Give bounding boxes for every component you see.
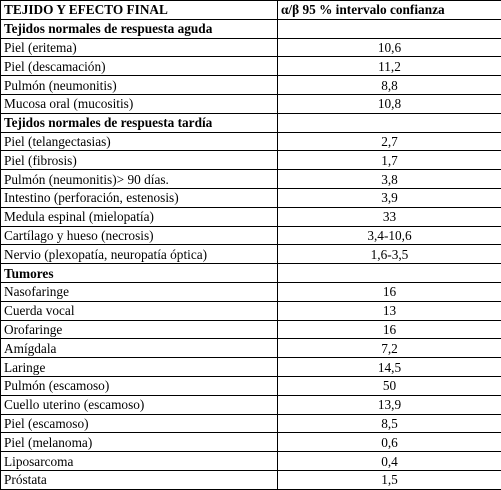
table-row [1, 358, 501, 377]
table-row [1, 132, 501, 151]
alpha-beta-value: 2,7 [278, 132, 501, 151]
alpha-beta-value: 7,2 [278, 339, 501, 358]
section-empty-cell [278, 264, 501, 283]
tissue-label: Próstata [1, 470, 278, 489]
alpha-beta-value: 14,5 [278, 358, 501, 377]
alpha-beta-value: 10,6 [278, 38, 501, 57]
alpha-beta-value: 8,8 [278, 76, 501, 95]
tissue-label: Nervio (plexopatía, neuropatía óptica) [1, 245, 278, 264]
alpha-beta-value: 0,4 [278, 452, 501, 471]
alpha-beta-value: 1,6-3,5 [278, 245, 501, 264]
table-row [1, 207, 501, 226]
alpha-beta-value: 3,4-10,6 [278, 226, 501, 245]
table-row [1, 470, 501, 489]
table-row [1, 94, 501, 113]
section-title: Tejidos normales de respuesta tardía [1, 113, 278, 132]
tissue-label: Pulmón (neumonitis)> 90 días. [1, 170, 278, 189]
table-row [1, 301, 501, 320]
alpha-beta-value: 1,5 [278, 470, 501, 489]
tissue-label: Mucosa oral (mucositis) [1, 94, 278, 113]
table-row [1, 282, 501, 301]
tissue-label: Piel (escamoso) [1, 414, 278, 433]
tissue-label: Nasofaringe [1, 282, 278, 301]
section-title: Tejidos normales de respuesta aguda [1, 19, 278, 38]
section-row [1, 19, 501, 38]
table-row [1, 245, 501, 264]
table-row [1, 188, 501, 207]
tissue-label: Cartílago y hueso (necrosis) [1, 226, 278, 245]
tissue-label: Cuerda vocal [1, 301, 278, 320]
table-row [1, 395, 501, 414]
tissue-label: Piel (eritema) [1, 38, 278, 57]
alpha-beta-value: 10,8 [278, 94, 501, 113]
table-row [1, 320, 501, 339]
table-row [1, 170, 501, 189]
tissue-label: Piel (fibrosis) [1, 151, 278, 170]
tissue-label: Liposarcoma [1, 452, 278, 471]
alpha-beta-value: 33 [278, 207, 501, 226]
table-row [1, 57, 501, 76]
table-row [1, 433, 501, 452]
table-row [1, 452, 501, 471]
section-row [1, 264, 501, 283]
table-row [1, 226, 501, 245]
alpha-beta-value: 50 [278, 376, 501, 395]
alpha-beta-value: 3,9 [278, 188, 501, 207]
header-tissue: TEJIDO Y EFECTO FINAL [1, 1, 278, 20]
table-row [1, 414, 501, 433]
tissue-label: Amígdala [1, 339, 278, 358]
section-title: Tumores [1, 264, 278, 283]
alpha-beta-value: 1,7 [278, 151, 501, 170]
tissue-label: Laringe [1, 358, 278, 377]
tissue-label: Cuello uterino (escamoso) [1, 395, 278, 414]
tissue-label: Orofaringe [1, 320, 278, 339]
tissue-label: Pulmón (neumonitis) [1, 76, 278, 95]
tissue-label: Pulmón (escamoso) [1, 376, 278, 395]
alpha-beta-value: 0,6 [278, 433, 501, 452]
tissue-label: Piel (telangectasias) [1, 132, 278, 151]
section-row [1, 113, 501, 132]
alpha-beta-value: 16 [278, 320, 501, 339]
tissue-label: Piel (descamación) [1, 57, 278, 76]
tissue-label: Medula espinal (mielopatía) [1, 207, 278, 226]
tissue-label: Piel (melanoma) [1, 433, 278, 452]
table-row [1, 151, 501, 170]
table-body [1, 19, 501, 489]
table-header-row [1, 1, 501, 20]
section-empty-cell [278, 113, 501, 132]
table-row [1, 76, 501, 95]
section-empty-cell [278, 19, 501, 38]
table-row [1, 376, 501, 395]
table-row [1, 38, 501, 57]
alpha-beta-value: 13 [278, 301, 501, 320]
tissue-label: Intestino (perforación, estenosis) [1, 188, 278, 207]
table-row [1, 339, 501, 358]
alpha-beta-value: 13,9 [278, 395, 501, 414]
alpha-beta-value: 16 [278, 282, 501, 301]
header-alpha-beta: α/β 95 % intervalo confianza [278, 1, 501, 20]
alpha-beta-value: 3,8 [278, 170, 501, 189]
alpha-beta-value: 8,5 [278, 414, 501, 433]
alpha-beta-value: 11,2 [278, 57, 501, 76]
